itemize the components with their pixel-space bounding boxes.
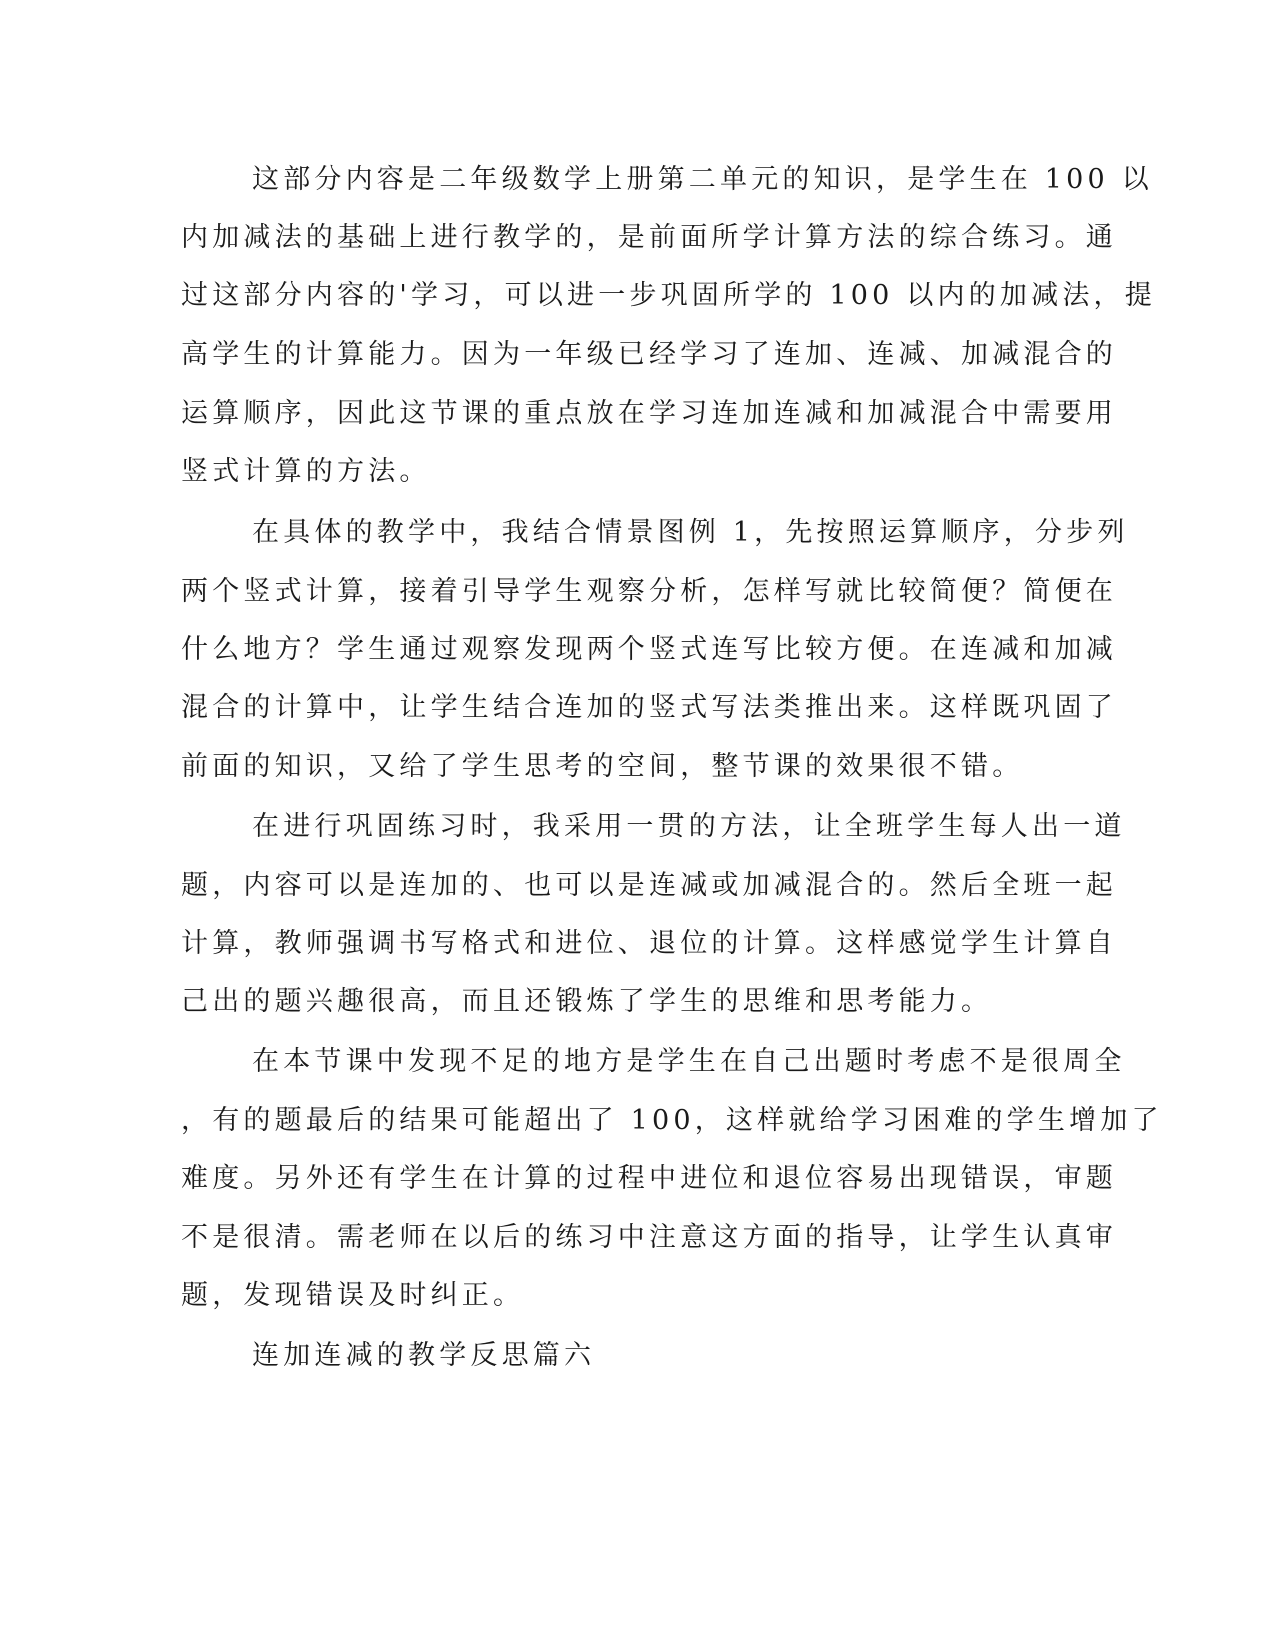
text-line: 两个竖式计算，接着引导学生观察分析，怎样写就比较简便？简便在 — [181, 576, 1117, 607]
text-line: 在具体的教学中，我结合情景图例 1，先按照运算顺序，分步列 — [252, 517, 1129, 548]
text-line: 前面的知识，又给了学生思考的空间，整节课的效果很不错。 — [181, 751, 1024, 782]
text-line: ，有的题最后的结果可能超出了 100，这样就给学习困难的学生增加了 — [181, 1105, 1163, 1136]
text-line: 这部分内容是二年级数学上册第二单元的知识，是学生在 100 以 — [252, 164, 1153, 195]
text-line: 题，内容可以是连加的、也可以是连减或加减混合的。然后全班一起 — [181, 870, 1117, 901]
text-line: 什么地方？学生通过观察发现两个竖式连写比较方便。在连减和加减 — [181, 634, 1117, 665]
text-line: 竖式计算的方法。 — [181, 456, 431, 487]
text-line: 难度。另外还有学生在计算的过程中进位和退位容易出现错误，审题 — [181, 1163, 1117, 1194]
text-line: 在本节课中发现不足的地方是学生在自己出题时考虑不是很周全 — [252, 1046, 1126, 1077]
text-line: 在进行巩固练习时，我采用一贯的方法，让全班学生每人出一道 — [252, 811, 1126, 842]
text-line: 不是很清。需老师在以后的练习中注意这方面的指导，让学生认真审 — [181, 1222, 1117, 1253]
text-line: 计算，教师强调书写格式和进位、退位的计算。这样感觉学生计算自 — [181, 928, 1117, 959]
text-line: 内加减法的基础上进行教学的，是前面所学计算方法的综合练习。通 — [181, 222, 1117, 253]
text-line: 己出的题兴趣很高，而且还锻炼了学生的思维和思考能力。 — [181, 986, 993, 1017]
text-line: 运算顺序，因此这节课的重点放在学习连加连减和加减混合中需要用 — [181, 398, 1117, 429]
text-line: 高学生的计算能力。因为一年级已经学习了连加、连减、加减混合的 — [181, 339, 1117, 370]
text-line: 题，发现错误及时纠正。 — [181, 1280, 525, 1311]
text-line: 混合的计算中，让学生结合连加的竖式写法类推出来。这样既巩固了 — [181, 692, 1117, 723]
text-line: 过这部分内容的'学习，可以进一步巩固所学的 100 以内的加减法，提 — [181, 280, 1156, 311]
section-heading: 连加连减的教学反思篇六 — [252, 1340, 596, 1371]
